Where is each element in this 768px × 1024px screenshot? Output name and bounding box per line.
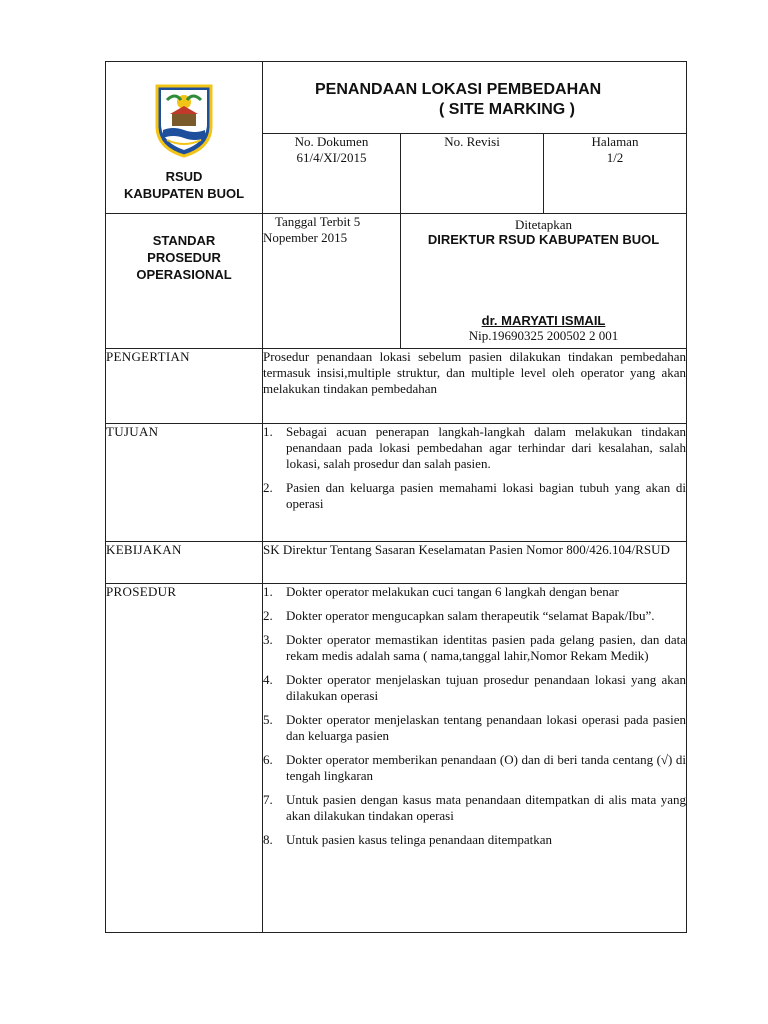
prosedur-item-text: Dokter operator memastikan identitas pasien pada gelang pasien, dan data rekam medis adalah sama ( nama,tanggal lahir,Nomor Rekam Medik) xyxy=(286,632,686,663)
tanggal-terbit-line-1: Tanggal Terbit 5 xyxy=(275,214,361,229)
prosedur-item-text: Dokter operator mengucapkan salam therapeutik “selamat Bapak/Ibu”. xyxy=(286,608,655,623)
prosedur-item-text: Untuk pasien kasus telinga penandaan ditempatkan xyxy=(286,832,553,847)
list-item: 3. Dokter operator memastikan identitas pasien pada gelang pasien, dan data rekam medis adalah sama ( nama,tanggal lahir,Nomor Rekam Medik) xyxy=(263,632,686,663)
list-item: 8. Untuk pasien kasus telinga penandaan ditempatkan xyxy=(263,832,553,847)
sop-label-line-1: STANDAR xyxy=(152,233,216,248)
prosedur-item-text: Dokter operator memberikan penandaan (O) dan di beri tanda centang (√) di tengah lingkaran xyxy=(286,752,686,783)
list-item: 2. Dokter operator mengucapkan salam therapeutik “selamat Bapak/Ibu”. xyxy=(263,608,655,623)
pengertian-label: PENGERTIAN xyxy=(106,349,263,424)
kebijakan-text: SK Direktur Tentang Sasaran Keselamatan Pasien Nomor 800/426.104/RSUD xyxy=(263,542,687,584)
tujuan-content xyxy=(263,424,687,542)
prosedur-label: PROSEDUR xyxy=(106,584,263,933)
no-dokumen-label: No. Dokumen xyxy=(294,134,369,149)
tujuan-label: TUJUAN xyxy=(106,424,263,542)
logo-cell xyxy=(106,62,263,214)
halaman-label: Halaman xyxy=(591,134,639,149)
list-item: 4. Dokter operator menjelaskan tujuan prosedur penandaan lokasi yang akan dilakukan operasi xyxy=(263,672,686,703)
document-subtitle: ( SITE MARKING ) xyxy=(439,101,575,118)
tujuan-item-text: Sebagai acuan penerapan langkah-langkah dalam melakukan tindakan penandaan pada lokasi pembedahan agar terhindar dari kesalahan, salah lokasi, salah prosedur dan salah pasien. xyxy=(286,424,686,471)
sop-table xyxy=(105,61,687,933)
prosedur-content xyxy=(263,584,687,933)
no-dokumen-value: 61/4/XI/2015 xyxy=(296,150,367,165)
signer-name: dr. MARYATI ISMAIL xyxy=(481,313,606,328)
ditetapkan-label: Ditetapkan xyxy=(514,217,573,232)
halaman-cell xyxy=(544,134,687,214)
tujuan-item-text: Pasien dan keluarga pasien memahami lokasi bagian tubuh yang akan di operasi xyxy=(286,480,686,511)
regency-emblem-icon xyxy=(153,82,215,158)
pengertian-text: Prosedur penandaan lokasi sebelum pasien dilakukan tindakan pembedahan termasuk insisi,multiple struktur, dan multiple level oleh operator yang akan melakukan tindakan pembedahan xyxy=(263,349,687,424)
list-item: 2. Pasien dan keluarga pasien memahami lokasi bagian tubuh yang akan di operasi xyxy=(263,480,686,511)
direktur-title: DIREKTUR RSUD KABUPATEN BUOL xyxy=(427,232,660,247)
org-line-1: RSUD xyxy=(165,169,203,184)
no-revisi-label: No. Revisi xyxy=(444,134,500,149)
list-item: 5. Dokter operator menjelaskan tentang penandaan lokasi operasi pada pasien dan keluarga pasien xyxy=(263,712,686,743)
list-item: 1. Dokter operator melakukan cuci tangan 6 langkah dengan benar xyxy=(263,584,619,599)
tanggal-terbit-line-2: Nopember 2015 xyxy=(263,230,348,245)
list-item: 7. Untuk pasien dengan kasus mata penandaan ditempatkan di alis mata yang akan dilakukan tindakan operasi xyxy=(263,792,686,823)
sop-label-line-2: PROSEDUR xyxy=(147,250,221,265)
sop-label-cell xyxy=(106,214,263,349)
org-line-2: KABUPATEN BUOL xyxy=(123,186,245,201)
org-name xyxy=(106,168,262,202)
prosedur-item-text: Dokter operator menjelaskan tentang penandaan lokasi operasi pada pasien dan keluarga pasien xyxy=(286,712,686,743)
tanggal-terbit-cell xyxy=(263,214,401,349)
ditetapkan-cell xyxy=(401,214,687,349)
sop-label-line-3: OPERASIONAL xyxy=(136,267,232,282)
list-item: 6. Dokter operator memberikan penandaan (O) dan di beri tanda centang (√) di tengah lingkaran xyxy=(263,752,686,783)
document-title: PENANDAAN LOKASI PEMBEDAHAN xyxy=(315,81,602,98)
prosedur-item-text: Dokter operator melakukan cuci tangan 6 langkah dengan benar xyxy=(286,584,619,599)
prosedur-item-text: Untuk pasien dengan kasus mata penandaan ditempatkan di alis mata yang akan dilakukan tindakan operasi xyxy=(286,792,686,823)
halaman-value: 1/2 xyxy=(606,150,624,165)
signer-nip: Nip.19690325 200502 2 001 xyxy=(468,328,619,343)
prosedur-item-text: Dokter operator menjelaskan tujuan prosedur penandaan lokasi yang akan dilakukan operasi xyxy=(286,672,686,703)
no-revisi-cell xyxy=(401,134,544,214)
no-dokumen-cell xyxy=(263,134,401,214)
list-item: 1. Sebagai acuan penerapan langkah-langkah dalam melakukan tindakan penandaan pada lokasi pembedahan agar terhindar dari kesalahan, salah lokasi, salah prosedur dan salah pasien. xyxy=(263,424,686,471)
title-cell xyxy=(263,62,687,134)
kebijakan-label: KEBIJAKAN xyxy=(106,542,263,584)
